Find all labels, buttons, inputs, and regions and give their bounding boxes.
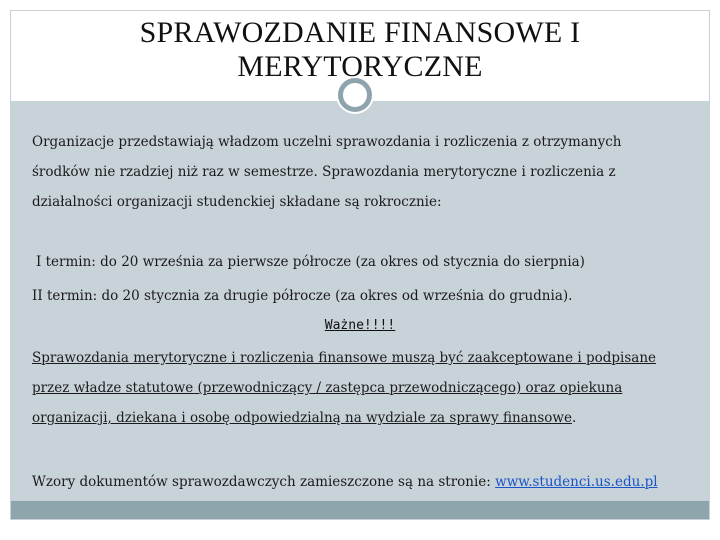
term-2: II termin: do 20 stycznia za drugie półrocze (za okres od września do grudnia). bbox=[32, 288, 573, 304]
slide-title bbox=[0, 16, 720, 84]
title-line-1: SPRAWOZDANIE FINANSOWE I bbox=[139, 16, 581, 49]
requirement-line-3 bbox=[32, 410, 692, 426]
important-heading bbox=[0, 318, 720, 333]
intro-line-3: działalności organizacji studenckiej składane są rokrocznie: bbox=[32, 194, 442, 210]
term-1: I termin: do 20 września za pierwsze półrocze (za okres od stycznia do sierpnia) bbox=[36, 254, 585, 270]
templates-text: Wzory dokumentów sprawozdawczych zamieszczone są na stronie: bbox=[32, 474, 496, 490]
intro-line-1: Organizacje przedstawiają władzom uczelni sprawozdania i rozliczenia z otrzymanych bbox=[32, 134, 622, 150]
title-line-2: MERYTORYCZNE bbox=[237, 50, 483, 83]
intro-line-2: środków nie rzadziej niż raz w semestrze. Sprawozdania merytoryczne i rozliczenia z bbox=[32, 164, 616, 180]
templates-link[interactable]: www.studenci.us.edu.pl bbox=[495, 474, 658, 490]
requirement-line-1: Sprawozdania merytoryczne i rozliczenia finansowe muszą być zaakceptowane i podpisane bbox=[32, 350, 657, 366]
requirement-line-3-end: . bbox=[571, 410, 577, 426]
requirement-line-3-text: organizacji, dziekana i osobę odpowiedzialną na wydziale za sprawy finansowe bbox=[32, 410, 572, 426]
requirement-line-2: przez władze statutowe (przewodniczący / zastępca przewodniczącego) oraz opiekuna bbox=[32, 380, 623, 396]
templates-note bbox=[32, 474, 692, 490]
important-label: Ważne!!!! bbox=[324, 318, 396, 333]
